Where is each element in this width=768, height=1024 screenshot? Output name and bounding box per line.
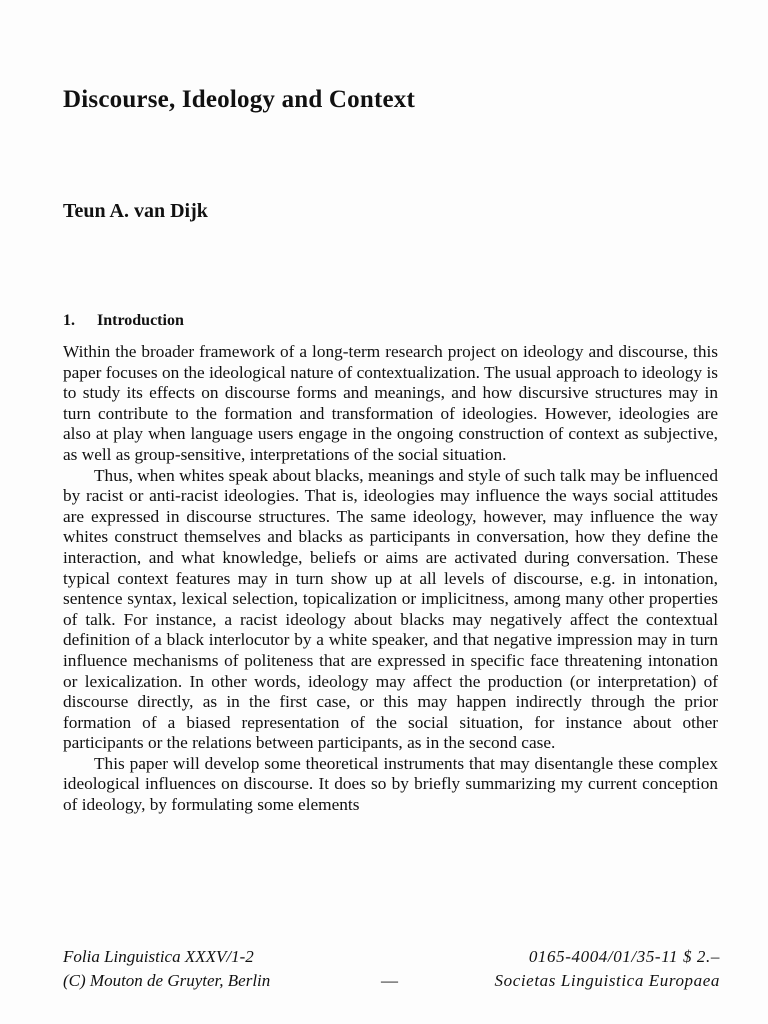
paragraph-1: Within the broader framework of a long-term research project on ideology and discourse, this paper focuses on the ideological nature of contextualization. The usual approach to ideology is to study its effects on discourse forms and meanings, and how discursive structures may in turn contribute to the formation and transformation of ideologies. However, ideologies are also at play when language users engage in the ongoing construction of context as subjective, as well as group-sensitive, interpretations of the social situation. [63, 342, 718, 464]
section-heading [63, 312, 184, 330]
journal-citation: Folia Linguistica XXXV/1-2 [63, 947, 254, 966]
section-title: Introduction [97, 312, 184, 329]
paragraph-3: This paper will develop some theoretical instruments that may disentangle these complex ideological influences on discourse. It does so by briefly summarizing my current conception of ideology, by formulating some elements [63, 753, 718, 815]
section-number: 1. [63, 312, 75, 329]
body-text [63, 342, 718, 816]
paragraph-2: Thus, when whites speak about blacks, meanings and style of such talk may be influenced by racist or anti-racist ideologies. That is, ideologies may influence the ways social attitudes are expressed in discourse structures. The same ideology, however, may influence the way whites construct themselves and blacks as participants in conversation, how they define the interaction, and what knowledge, beliefs or aims are activated during conversation. These typical context features may in turn show up at all levels of discourse, e.g. in intonation, sentence syntax, lexical selection, topicalization or implicitness, among many other properties of talk. For instance, a racist ideology about blacks may negatively affect the contextual definition of a black interlocutor by a white speaker, and that negative impression may in turn influence mechanisms of politeness that are expressed in specific face threatening intonation or lexicalization. In other words, ideology may affect the production (or interpretation) of discourse directly, as in the first case, or this may happen indirectly through the prior formation of a biased representation of the social situation, for instance about other participants or the relations between participants, as in the second case. [63, 465, 718, 753]
author-name: Teun A. van Dijk [63, 200, 208, 222]
footer-left [63, 945, 270, 993]
footer-right [495, 945, 720, 993]
paper-title: Discourse, Ideology and Context [63, 86, 416, 113]
footer-separator: — [381, 971, 398, 990]
society-name: Societas Linguistica Europaea [494, 971, 720, 990]
publisher-line: (C) Mouton de Gruyter, Berlin [63, 971, 271, 990]
page-footer [63, 945, 720, 993]
issn-code: 0165-4004/01/35-11 $ 2.– [528, 947, 720, 966]
